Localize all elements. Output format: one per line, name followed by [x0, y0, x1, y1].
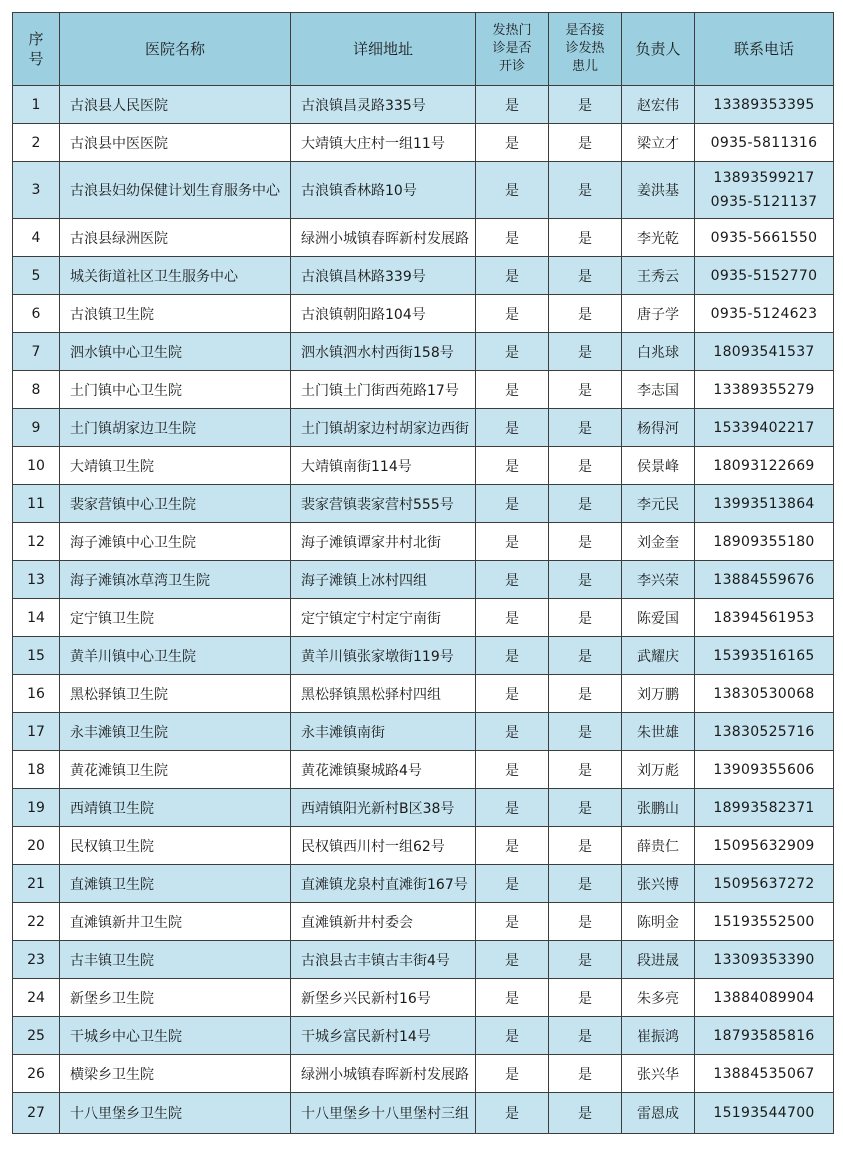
cell-phone [695, 124, 834, 162]
cell-no: 22 [13, 903, 60, 941]
cell-hospital-name: 古浪县人民医院 [60, 86, 291, 124]
cell-no: 21 [13, 865, 60, 903]
cell-fever-clinic: 是 [476, 447, 549, 485]
cell-child-fever: 是 [549, 333, 622, 371]
cell-fever-clinic: 是 [476, 1093, 549, 1134]
phone-number: 18093122669 [713, 457, 815, 474]
table-body [13, 86, 834, 1134]
cell-fever-clinic: 是 [476, 86, 549, 124]
cell-person: 李元民 [622, 485, 695, 523]
phone-number: 13909355606 [713, 761, 815, 778]
cell-person: 武耀庆 [622, 637, 695, 675]
cell-phone [695, 903, 834, 941]
cell-person: 杨得河 [622, 409, 695, 447]
cell-phone [695, 865, 834, 903]
table-header [13, 13, 834, 86]
cell-person: 张兴博 [622, 865, 695, 903]
cell-phone [695, 219, 834, 257]
cell-child-fever: 是 [549, 409, 622, 447]
phone-number: 15393516165 [713, 647, 815, 664]
cell-hospital-name: 十八里堡乡卫生院 [60, 1093, 291, 1134]
header-child-fever: 是否接 诊发热 患儿 [549, 13, 622, 86]
table-row [13, 979, 834, 1017]
cell-no: 1 [13, 86, 60, 124]
table-row [13, 86, 834, 124]
cell-no: 6 [13, 295, 60, 333]
cell-phone [695, 941, 834, 979]
cell-child-fever: 是 [549, 124, 622, 162]
cell-no: 2 [13, 124, 60, 162]
cell-child-fever: 是 [549, 941, 622, 979]
cell-hospital-name: 干城乡中心卫生院 [60, 1017, 291, 1055]
cell-hospital-name: 直滩镇新井卫生院 [60, 903, 291, 941]
cell-address: 干城乡富民新村14号 [291, 1017, 476, 1055]
cell-fever-clinic: 是 [476, 1055, 549, 1093]
cell-address: 新堡乡兴民新村16号 [291, 979, 476, 1017]
cell-child-fever: 是 [549, 979, 622, 1017]
cell-hospital-name: 新堡乡卫生院 [60, 979, 291, 1017]
cell-phone [695, 675, 834, 713]
cell-phone [695, 1017, 834, 1055]
cell-fever-clinic: 是 [476, 409, 549, 447]
cell-person: 崔振鸿 [622, 1017, 695, 1055]
cell-person: 姜洪基 [622, 162, 695, 219]
cell-child-fever: 是 [549, 675, 622, 713]
cell-no: 14 [13, 599, 60, 637]
header-phone: 联系电话 [695, 13, 834, 86]
cell-child-fever: 是 [549, 1017, 622, 1055]
cell-phone [695, 333, 834, 371]
cell-no: 3 [13, 162, 60, 219]
cell-address: 古浪镇香林路10号 [291, 162, 476, 219]
cell-hospital-name: 泗水镇中心卫生院 [60, 333, 291, 371]
phone-number: 0935-5124623 [710, 305, 818, 322]
cell-phone [695, 162, 834, 219]
cell-no: 4 [13, 219, 60, 257]
cell-fever-clinic: 是 [476, 219, 549, 257]
cell-fever-clinic: 是 [476, 124, 549, 162]
cell-no: 25 [13, 1017, 60, 1055]
cell-hospital-name: 民权镇卫生院 [60, 827, 291, 865]
cell-fever-clinic: 是 [476, 295, 549, 333]
cell-hospital-name: 黑松驿镇卫生院 [60, 675, 291, 713]
cell-hospital-name: 定宁镇卫生院 [60, 599, 291, 637]
cell-hospital-name: 城关街道社区卫生服务中心 [60, 257, 291, 295]
cell-address: 古浪镇昌林路339号 [291, 257, 476, 295]
header-address: 详细地址 [291, 13, 476, 86]
cell-phone [695, 637, 834, 675]
phone-number: 15193552500 [713, 913, 815, 930]
cell-no: 17 [13, 713, 60, 751]
cell-child-fever: 是 [549, 903, 622, 941]
cell-hospital-name: 大靖镇卫生院 [60, 447, 291, 485]
cell-phone [695, 713, 834, 751]
cell-hospital-name: 裴家营镇中心卫生院 [60, 485, 291, 523]
cell-no: 13 [13, 561, 60, 599]
cell-fever-clinic: 是 [476, 371, 549, 409]
cell-no: 19 [13, 789, 60, 827]
phone-number: 18394561953 [713, 609, 815, 626]
cell-fever-clinic: 是 [476, 903, 549, 941]
cell-address: 绿洲小城镇春晖新村发展路 [291, 219, 476, 257]
cell-child-fever: 是 [549, 713, 622, 751]
table-row [13, 371, 834, 409]
cell-fever-clinic: 是 [476, 257, 549, 295]
phone-number: 13309353390 [713, 951, 815, 968]
cell-person: 段进晟 [622, 941, 695, 979]
table-row [13, 941, 834, 979]
cell-hospital-name: 古浪县绿洲医院 [60, 219, 291, 257]
cell-no: 15 [13, 637, 60, 675]
phone-number: 18793585816 [713, 1027, 815, 1044]
cell-hospital-name: 古浪县妇幼保健计划生育服务中心 [60, 162, 291, 219]
cell-phone [695, 979, 834, 1017]
cell-no: 7 [13, 333, 60, 371]
cell-child-fever: 是 [549, 371, 622, 409]
phone-number: 13830530068 [713, 685, 815, 702]
cell-person: 陈明金 [622, 903, 695, 941]
cell-person: 刘万彪 [622, 751, 695, 789]
cell-address: 绿洲小城镇春晖新村发展路 [291, 1055, 476, 1093]
cell-person: 李光乾 [622, 219, 695, 257]
table-row [13, 409, 834, 447]
cell-person: 白兆球 [622, 333, 695, 371]
header-name: 医院名称 [60, 13, 291, 86]
cell-no: 8 [13, 371, 60, 409]
cell-phone [695, 485, 834, 523]
header-row [13, 13, 834, 86]
phone-number: 13884559676 [713, 571, 815, 588]
phone-number: 13884089904 [713, 989, 815, 1006]
cell-address: 黄羊川镇张家墩街119号 [291, 637, 476, 675]
cell-address: 永丰滩镇南街 [291, 713, 476, 751]
cell-fever-clinic: 是 [476, 713, 549, 751]
phone-number: 18909355180 [713, 533, 815, 550]
cell-no: 26 [13, 1055, 60, 1093]
cell-child-fever: 是 [549, 599, 622, 637]
cell-fever-clinic: 是 [476, 827, 549, 865]
cell-address: 泗水镇泗水村西街158号 [291, 333, 476, 371]
table-row [13, 257, 834, 295]
cell-phone [695, 447, 834, 485]
cell-phone [695, 599, 834, 637]
cell-fever-clinic: 是 [476, 1017, 549, 1055]
phone-number: 13993513864 [713, 495, 815, 512]
cell-child-fever: 是 [549, 295, 622, 333]
header-fever-clinic: 发热门 诊是否 开诊 [476, 13, 549, 86]
cell-address: 西靖镇阳光新村B区38号 [291, 789, 476, 827]
cell-phone [695, 371, 834, 409]
cell-fever-clinic: 是 [476, 485, 549, 523]
cell-child-fever: 是 [549, 1093, 622, 1134]
cell-fever-clinic: 是 [476, 751, 549, 789]
cell-address: 古浪县古丰镇古丰街4号 [291, 941, 476, 979]
cell-person: 李志国 [622, 371, 695, 409]
cell-hospital-name: 土门镇胡家边卫生院 [60, 409, 291, 447]
header-person: 负责人 [622, 13, 695, 86]
cell-person: 梁立才 [622, 124, 695, 162]
table-row [13, 485, 834, 523]
cell-phone [695, 1093, 834, 1134]
cell-fever-clinic: 是 [476, 162, 549, 219]
cell-child-fever: 是 [549, 637, 622, 675]
hospital-table [12, 12, 834, 1134]
cell-fever-clinic: 是 [476, 637, 549, 675]
table-row [13, 903, 834, 941]
table-row [13, 447, 834, 485]
cell-phone [695, 827, 834, 865]
cell-address: 直滩镇新井村委会 [291, 903, 476, 941]
cell-phone [695, 751, 834, 789]
cell-person: 侯景峰 [622, 447, 695, 485]
cell-child-fever: 是 [549, 485, 622, 523]
cell-child-fever: 是 [549, 86, 622, 124]
cell-hospital-name: 黄羊川镇中心卫生院 [60, 637, 291, 675]
cell-no: 24 [13, 979, 60, 1017]
cell-phone [695, 523, 834, 561]
phone-number: 15095632909 [713, 837, 815, 854]
cell-fever-clinic: 是 [476, 599, 549, 637]
cell-address: 裴家营镇裴家营村555号 [291, 485, 476, 523]
cell-hospital-name: 西靖镇卫生院 [60, 789, 291, 827]
table-row [13, 827, 834, 865]
cell-hospital-name: 黄花滩镇卫生院 [60, 751, 291, 789]
cell-fever-clinic: 是 [476, 865, 549, 903]
cell-person: 刘金奎 [622, 523, 695, 561]
cell-person: 雷恩成 [622, 1093, 695, 1134]
cell-hospital-name: 永丰滩镇卫生院 [60, 713, 291, 751]
cell-person: 刘万鹏 [622, 675, 695, 713]
cell-no: 18 [13, 751, 60, 789]
cell-address: 土门镇胡家边村胡家边西街 [291, 409, 476, 447]
cell-child-fever: 是 [549, 751, 622, 789]
cell-address: 直滩镇龙泉村直滩街167号 [291, 865, 476, 903]
cell-fever-clinic: 是 [476, 979, 549, 1017]
cell-phone [695, 86, 834, 124]
cell-hospital-name: 直滩镇卫生院 [60, 865, 291, 903]
phone-number: 0935-5811316 [710, 134, 818, 151]
cell-hospital-name: 海子滩镇中心卫生院 [60, 523, 291, 561]
cell-person: 王秀云 [622, 257, 695, 295]
cell-fever-clinic: 是 [476, 789, 549, 827]
cell-address: 十八里堡乡十八里堡村三组 [291, 1093, 476, 1134]
cell-hospital-name: 横梁乡卫生院 [60, 1055, 291, 1093]
table-row [13, 523, 834, 561]
cell-child-fever: 是 [549, 865, 622, 903]
phone-number: 13884535067 [713, 1065, 815, 1082]
phone-number: 0935-5152770 [710, 267, 818, 284]
table-row [13, 561, 834, 599]
cell-hospital-name: 古丰镇卫生院 [60, 941, 291, 979]
cell-person: 陈爱国 [622, 599, 695, 637]
phone-number: 13830525716 [713, 723, 815, 740]
cell-no: 20 [13, 827, 60, 865]
cell-child-fever: 是 [549, 827, 622, 865]
cell-address: 黑松驿镇黑松驿村四组 [291, 675, 476, 713]
cell-child-fever: 是 [549, 561, 622, 599]
table-row [13, 865, 834, 903]
cell-child-fever: 是 [549, 523, 622, 561]
cell-hospital-name: 古浪县中医医院 [60, 124, 291, 162]
cell-person: 张兴华 [622, 1055, 695, 1093]
table-row [13, 1017, 834, 1055]
cell-address: 海子滩镇谭家井村北街 [291, 523, 476, 561]
cell-person: 薛贵仁 [622, 827, 695, 865]
table-row [13, 599, 834, 637]
phone-number: 13893599217 [713, 170, 815, 186]
phone-number: 13389353395 [713, 96, 815, 113]
cell-child-fever: 是 [549, 789, 622, 827]
header-no: 序 号 [13, 13, 60, 86]
cell-no: 27 [13, 1093, 60, 1134]
table-row [13, 675, 834, 713]
table-row [13, 637, 834, 675]
cell-no: 9 [13, 409, 60, 447]
phone-number: 15095637272 [713, 875, 815, 892]
phone-number: 0935-5661550 [710, 229, 818, 246]
cell-hospital-name: 古浪镇卫生院 [60, 295, 291, 333]
cell-no: 5 [13, 257, 60, 295]
cell-person: 张鹏山 [622, 789, 695, 827]
cell-address: 古浪镇昌灵路335号 [291, 86, 476, 124]
table-row [13, 1093, 834, 1134]
cell-address: 古浪镇朝阳路104号 [291, 295, 476, 333]
cell-person: 赵宏伟 [622, 86, 695, 124]
table-row [13, 1055, 834, 1093]
cell-phone [695, 295, 834, 333]
cell-no: 12 [13, 523, 60, 561]
table-row [13, 751, 834, 789]
cell-phone [695, 409, 834, 447]
phone-number: 13389355279 [713, 381, 815, 398]
cell-fever-clinic: 是 [476, 523, 549, 561]
cell-phone [695, 1055, 834, 1093]
cell-child-fever: 是 [549, 219, 622, 257]
cell-address: 黄花滩镇聚城路4号 [291, 751, 476, 789]
cell-phone [695, 561, 834, 599]
cell-child-fever: 是 [549, 257, 622, 295]
cell-child-fever: 是 [549, 447, 622, 485]
cell-phone [695, 257, 834, 295]
table-row [13, 219, 834, 257]
cell-hospital-name: 海子滩镇冰草湾卫生院 [60, 561, 291, 599]
cell-fever-clinic: 是 [476, 561, 549, 599]
cell-child-fever: 是 [549, 162, 622, 219]
cell-address: 民权镇西川村一组62号 [291, 827, 476, 865]
cell-hospital-name: 土门镇中心卫生院 [60, 371, 291, 409]
phone-number: 15193544700 [713, 1105, 815, 1121]
table-row [13, 124, 834, 162]
cell-no: 16 [13, 675, 60, 713]
cell-address: 海子滩镇上冰村四组 [291, 561, 476, 599]
phone-number: 15339402217 [713, 419, 815, 436]
phone-number: 18093541537 [713, 343, 815, 360]
phone-number: 0935-5121137 [710, 194, 818, 210]
cell-address: 土门镇土门街西苑路17号 [291, 371, 476, 409]
cell-person: 李兴荣 [622, 561, 695, 599]
cell-no: 23 [13, 941, 60, 979]
cell-phone [695, 789, 834, 827]
cell-fever-clinic: 是 [476, 941, 549, 979]
cell-no: 10 [13, 447, 60, 485]
cell-child-fever: 是 [549, 1055, 622, 1093]
cell-no: 11 [13, 485, 60, 523]
cell-fever-clinic: 是 [476, 675, 549, 713]
cell-person: 唐子学 [622, 295, 695, 333]
cell-address: 定宁镇定宁村定宁南街 [291, 599, 476, 637]
cell-address: 大靖镇南街114号 [291, 447, 476, 485]
table-row [13, 295, 834, 333]
table-row [13, 162, 834, 219]
table-row [13, 713, 834, 751]
cell-person: 朱世雄 [622, 713, 695, 751]
phone-number: 18993582371 [713, 799, 815, 816]
table-row [13, 789, 834, 827]
table-row [13, 333, 834, 371]
cell-person: 朱多亮 [622, 979, 695, 1017]
cell-fever-clinic: 是 [476, 333, 549, 371]
cell-address: 大靖镇大庄村一组11号 [291, 124, 476, 162]
